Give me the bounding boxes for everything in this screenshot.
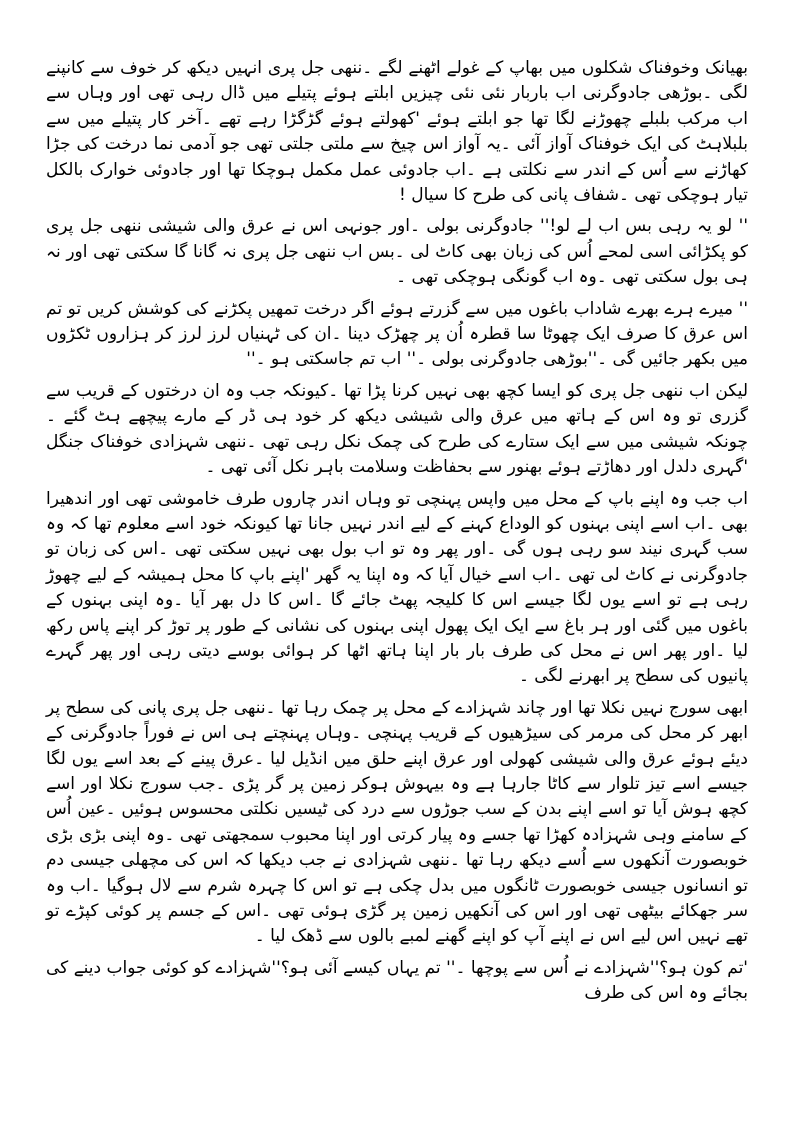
paragraph-5: اب جب وہ اپنے باپ کے محل میں واپس پہنچی تو وہاں اندر چاروں طرف خاموشی تھی اور اندھیرا بھی ۔اب اسے اپنی بہنوں کو الوداع کہنے کے لیے اندر نہیں جانا تھا کیونکہ خود اسے معلوم تھا کہ وہ سب گہری نیند سو رہی ہوں گی ۔اور پھر وہ تو اب بول بھی نہیں سکتی تھی ۔اس کی زبان تو جادوگرنی نے کاٹ لی تھی ۔اب اسے خیال آیا کہ وہ اپنا یہ گھر 'اپنے باپ کا محل ہمیشہ کے لیے چھوڑ رہی ہے تو اسے یوں لگا جیسے اس کا کلیجہ پھٹ جائے گا ۔اس کا دل بھر آیا ۔وہ اپنی بہنوں کے باغوں میں گئی اور ہر باغ سے ایک ایک پھول اپنی بہنوں کی نشانی کے طور پر توڑ کر اپنے پاس رکھ لیا ۔اور پھر اس نے محل کی طرف بار بار اپنا ہاتھ اٹھا کر ہوائی بوسے دیتی رہی اور پھر گہرے پانیوں کی سطح پر ابھرنے لگی ۔ [46,488,748,687]
paragraph-7: 'تم کون ہو؟''شہزادے نے اُس سے پوچھا ۔'' تم یہاں کیسے آئی ہو؟''شہزادے کو کوئی جواب دینے کی بجائے وہ اس کی طرف [46,957,748,1004]
paragraph-2: '' لو یہ رہی بس اب لے لو!'' جادوگرنی بولی ۔اور جونہی اس نے عرق والی شیشی ننھی جل پری کو پکڑائی اسی لمحے اُس کی زبان بھی کاٹ لی ۔بس اب ننھی جل پری نہ گانا گا سکتی تھی اور نہ ہی بول سکتی تھی ۔وہ اب گونگی ہوچکی تھی ۔ [46,216,748,288]
paragraph-6: ابھی سورج نہیں نکلا تھا اور چاند شہزادے کے محل پر چمک رہا تھا ۔ننھی جل پری پانی کی سطح پر ابھر کر محل کی مرمر کی سیڑھیوں کے قریب پہنچی ۔وہاں پہنچتے ہی اس نے فوراً جادوگرنی کے دیئے ہوئے عرق والی شیشی کھولی اور عرق اپنے حلق میں انڈیل لیا ۔عرق پینے کے بعد اسے یوں لگا جیسے اسے تیز تلوار سے کاٹا جارہا ہے وہ بیہوش ہوکر زمین پر گر پڑی ۔جب سورج نکلا اور اسے کچھ ہوش آیا تو اسے اپنے بدن کے سب جوڑوں سے درد کی ٹیسیں نکلتی محسوس ہوئیں ۔عین اُس کے سامنے وہی شہزادہ کھڑا تھا جسے وہ پیار کرتی اور اپنا محبوب سمجھتی تھی ۔وہ اپنی بڑی بڑی خوبصورت آنکھوں سے اُسے دیکھ رہا تھا ۔ننھی شہزادی نے جب دیکھا کہ اس کی مچھلی جیسی دم تو انسانوں جیسی خوبصورت ٹانگوں میں بدل چکی ہے تو اس کا چہرہ شرم سے لال ہوگیا ۔اب وہ سر جھکائے بیٹھی تھی اور اس کی آنکھیں زمین پر گڑی ہوئی تھی ۔اس کے جسم پر کوئی کپڑے تو تھے نہیں اس لیے اس نے اپنے آپ کو اپنے گھنے لمبے بالوں سے ڈھک لیا ۔ [46,697,748,947]
paragraph-1: بھیانک وخوفناک شکلوں میں بھاپ کے غولے اٹھنے لگے ۔ننھی جل پری انہیں دیکھ کر خوف سے کانپنے لگی ۔بوڑھی جادوگرنی اب باربار نئی نئی چیزیں ابلتے ہوئے پتیلے میں ڈال رہی تھی اور وہاں سے اب مرکب بلبلے چھوڑنے لگا تھا جو ابلتے ہوئے 'کھولتے ہوئے گڑگڑا رہے تھے ۔آخر کار پتیلے میں سے بلبلاہٹ کی ایک خوفناک آواز آئی ۔یہ آواز اس چیخ سے ملتی جلتی تھی جو آدمی نما درخت کی جڑا کھاڑنے سے اُس کے اندر سے نکلتی ہے ۔اب جادوئی عمل مکمل ہوچکا تھا اور جادوئی خوارک بالکل تیار ہوچکی تھی ۔شفاف پانی کی طرح کا سیال ! [46,58,748,206]
paragraph-3: '' میرے ہرے بھرے شاداب باغوں میں سے گزرتے ہوئے اگر درخت تمھیں پکڑنے کی کوشش کریں تو تم اس عرق کا صرف ایک چھوٹا سا قطرہ اُن پر چھڑک دینا ۔ان کی ٹہنیاں لرز لرز کر ہزاروں ٹکڑوں میں بکھر جائیں گی ۔''بوڑھی جادوگرنی بولی ۔'' اب تم جاسکتی ہو ۔'' [46,298,748,370]
paragraph-4: لیکن اب ننھی جل پری کو ایسا کچھ بھی نہیں کرنا پڑا تھا ۔کیونکہ جب وہ ان درختوں کے قریب سے گزری تو وہ اس کے ہاتھ میں عرق والی شیشی دیکھ کر خود ہی ڈر کے مارے پیچھے ہٹ گئے ۔چونکہ شیشی میں سے ایک ستارے کی طرح کی چمک نکل رہی تھی ۔ننھی شہزادی خوفناک جنگل 'گہری دلدل اور دھاڑتے ہوئے بھنور سے بحفاظت وسلامت باہر نکل آئی تھی ۔ [46,380,748,478]
story-text [46,56,748,1013]
